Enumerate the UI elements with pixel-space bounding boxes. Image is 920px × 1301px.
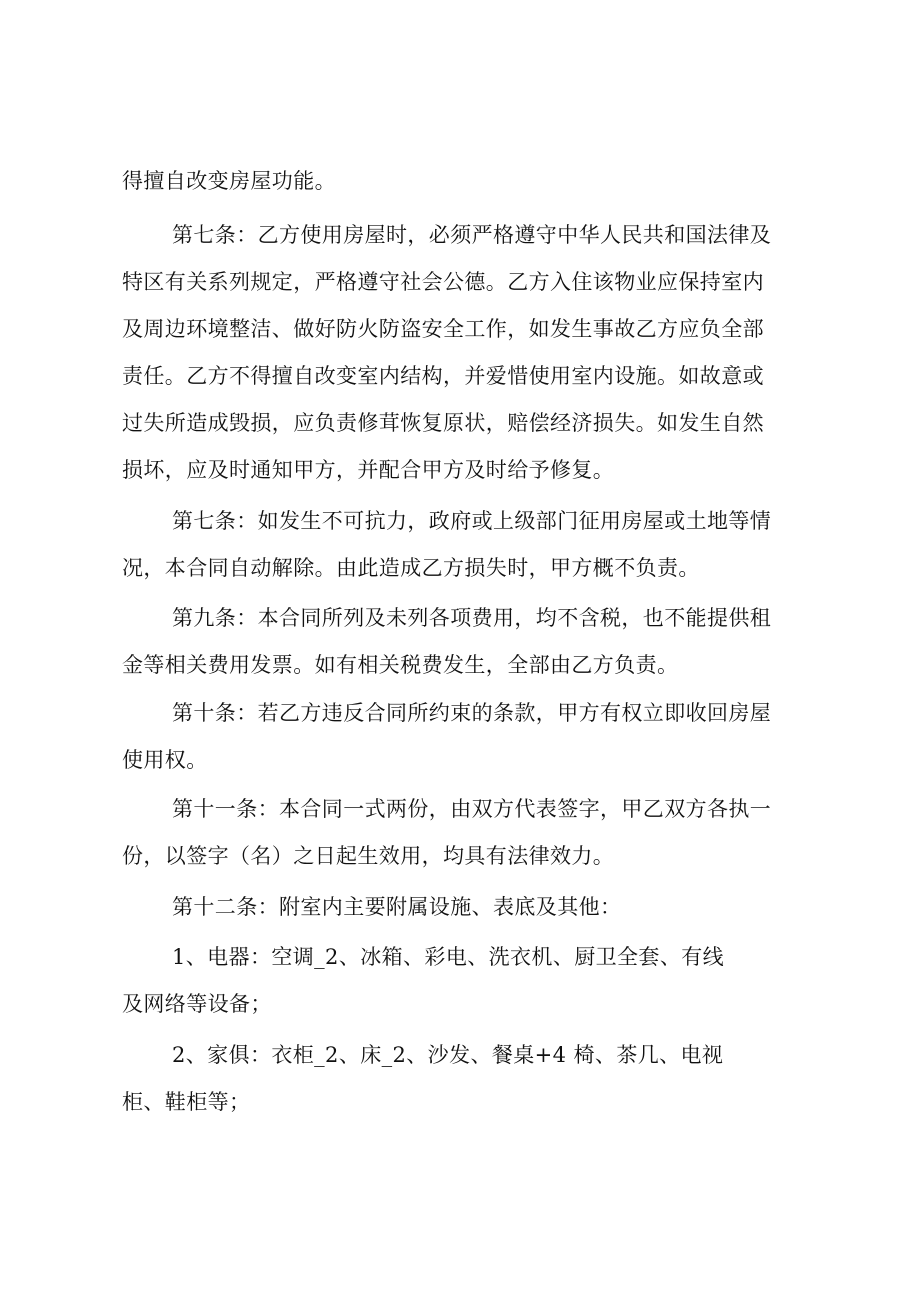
paragraph-clause-9: [122, 595, 822, 689]
text-line: 第十一条：本合同一式两份，由双方代表签字，甲乙双方各执一: [172, 797, 772, 821]
text-line: 第七条：如发生不可抗力，政府或上级部门征用房屋或土地等情: [172, 509, 772, 533]
paragraph-continuation: [122, 158, 822, 205]
text-line: 及网络等设备；: [122, 992, 272, 1016]
text-line: 第十条：若乙方违反合同所约束的条款，甲方有权立即收回房屋: [172, 701, 772, 725]
text-line: 使用权。: [122, 748, 208, 772]
text-line: 第十二条：附室内主要附属设施、表底及其他：: [172, 895, 622, 919]
text-line: 1、电器：空调_2、冰箱、彩电、洗衣机、厨卫全套、有线: [172, 945, 725, 969]
text-line: 及周边环境整洁、做好防火防盗安全工作，如发生事故乙方应负全部: [122, 317, 764, 341]
paragraph-clause-7b: [122, 498, 822, 592]
text-line: 得擅自改变房屋功能。: [122, 169, 336, 193]
text-line: 第七条：乙方使用房屋时，必须严格遵守中华人民共和国法律及: [172, 223, 772, 247]
text-line: 份，以签字（名）之日起生效用，均具有法律效力。: [122, 844, 615, 868]
text-line: 损坏，应及时通知甲方，并配合甲方及时给予修复。: [122, 458, 615, 482]
text-line: 柜、鞋柜等；: [122, 1090, 251, 1114]
text-line: 金等相关费用发票。如有相关税费发生，全部由乙方负责。: [122, 653, 679, 677]
paragraph-clause-11: [122, 786, 822, 880]
paragraph-clause-12: [122, 884, 822, 931]
text-line: 第九条：本合同所列及未列各项费用，均不含税，也不能提供租: [172, 606, 772, 630]
paragraph-clause-7a: [122, 212, 822, 494]
text-line: 2、家俱：衣柜_2、床_2、沙发、餐桌+4 椅、茶几、电视: [172, 1043, 724, 1067]
list-item-appliances: [122, 934, 822, 1028]
text-line: 责任。乙方不得擅自改变室内结构，并爱惜使用室内设施。如故意或: [122, 364, 764, 388]
list-item-furniture: [122, 1032, 822, 1126]
text-line: 特区有关系列规定，严格遵守社会公德。乙方入住该物业应保持室内: [122, 270, 764, 294]
paragraph-clause-10: [122, 690, 822, 784]
text-line: 况，本合同自动解除。由此造成乙方损失时，甲方概不负责。: [122, 556, 700, 580]
text-line: 过失所造成毁损，应负责修茸恢复原状，赔偿经济损失。如发生自然: [122, 411, 764, 435]
